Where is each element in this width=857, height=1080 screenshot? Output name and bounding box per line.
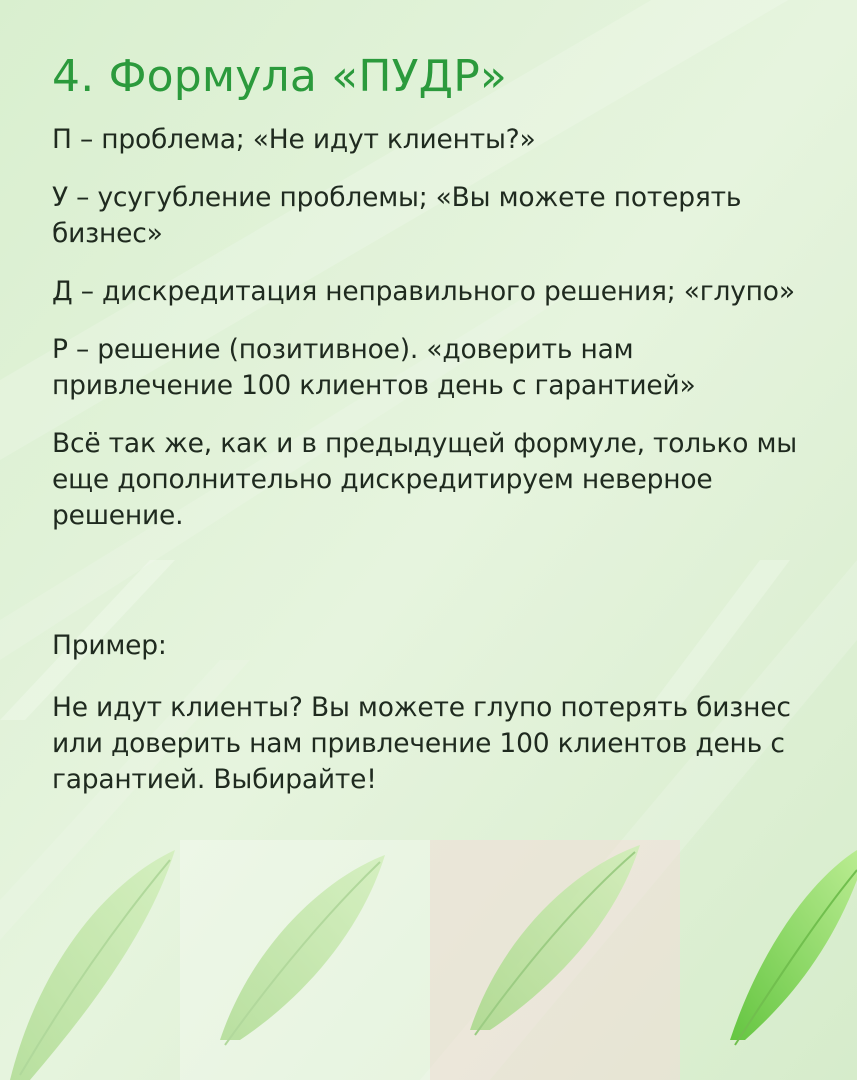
paragraph-solution: Р – решение (позитивное). «доверить нам привлечение 100 клиентов день с гарантией» [52, 334, 696, 401]
slide-title: 4. Формула «ПУДР» [52, 51, 508, 102]
slide-content [52, 48, 822, 798]
example-text: Не идут клиенты? Вы можете глупо потерять бизнес или доверить нам привлечение 100 клиентов день с гарантией. Выбирайте! [52, 692, 791, 795]
example-label: Пример: [52, 630, 167, 661]
paragraph-problem: П – проблема; «Не идут клиенты?» [52, 124, 536, 155]
paragraph-aggravation: У – усугубление проблемы; «Вы можете потерять бизнес» [52, 182, 742, 249]
paragraph-summary: Всё так же, как и в предыдущей формуле, только мы еще дополнительно дискредитируем неверное решение. [52, 428, 797, 531]
paragraph-discredit: Д – дискредитация неправильного решения; «глупо» [52, 276, 795, 307]
